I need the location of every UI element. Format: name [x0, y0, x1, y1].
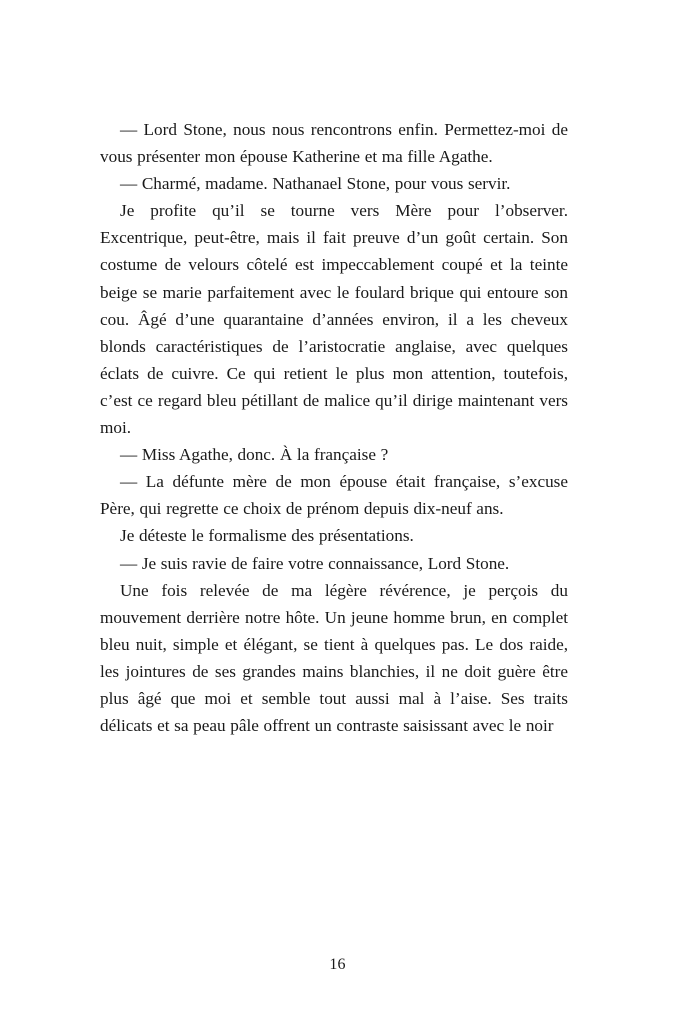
body-text-block: [100, 116, 568, 739]
paragraph: Je profite qu’il se tourne vers Mère pour l’observer. Excentrique, peut-être, mais il fait preuve d’un goût certain. Son costume de velours côtelé est impeccablement coupé et la teinte beige se marie parfaitement avec le foulard brique qui entoure son cou. Âgé d’une quarantaine d’années environ, il a les cheveux blonds caractéristiques de l’aristocratie anglaise, avec quelques éclats de cuivre. Ce qui retient le plus mon attention, toutefois, c’est ce regard bleu pétillant de malice qu’il dirige maintenant vers moi.: [100, 201, 568, 438]
paragraph: Je déteste le formalisme des présentations.: [120, 526, 414, 546]
page-number: 16: [329, 956, 346, 973]
paragraph: Une fois relevée de ma légère révérence, je perçois du mouvement derrière notre hôte. Un jeune homme brun, en complet bleu nuit, simple et élégant, se tient à quelques pas. Le dos raide, les jointures de ses grandes mains blanchies, il ne doit guère être plus âgé que moi et semble tout aussi mal à l’aise. Ses traits délicats et sa peau pâle offrent un contraste saisissant avec le noir: [100, 580, 568, 736]
paragraph: — Miss Agathe, donc. À la française ?: [120, 445, 389, 465]
paragraph: — La défunte mère de mon épouse était française, s’excuse Père, qui regrette ce choix de prénom depuis dix-neuf ans.: [100, 472, 568, 519]
paragraph: — Lord Stone, nous nous rencontrons enfin. Permettez-moi de vous présenter mon épouse Katherine et ma fille Agathe.: [100, 120, 568, 167]
paragraph: — Je suis ravie de faire votre connaissance, Lord Stone.: [120, 553, 510, 573]
paragraph: — Charmé, madame. Nathanael Stone, pour vous servir.: [120, 174, 511, 194]
